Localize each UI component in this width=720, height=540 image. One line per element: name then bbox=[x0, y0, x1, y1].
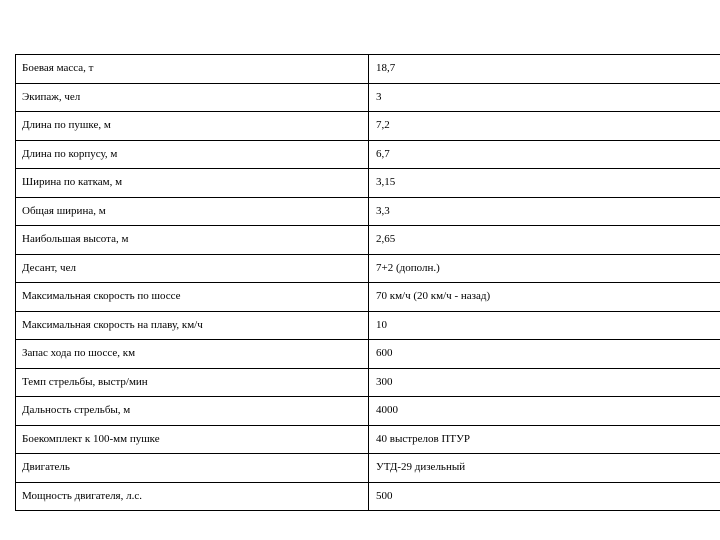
table-row bbox=[16, 368, 720, 397]
parameter-cell: Общая ширина, м bbox=[16, 197, 369, 226]
parameter-cell: Длина по корпусу, м bbox=[16, 140, 369, 169]
value-cell: 3 bbox=[369, 83, 720, 112]
table-row bbox=[16, 140, 720, 169]
value-cell: 2,65 bbox=[369, 226, 720, 255]
table-row bbox=[16, 283, 720, 312]
table-row bbox=[16, 55, 720, 84]
table-row bbox=[16, 83, 720, 112]
parameter-cell: Мощность двигателя, л.с. bbox=[16, 482, 369, 511]
parameter-cell: Десант, чел bbox=[16, 254, 369, 283]
value-cell: 500 bbox=[369, 482, 720, 511]
value-cell: 10 bbox=[369, 311, 720, 340]
value-cell: 3,15 bbox=[369, 169, 720, 198]
value-cell: 600 bbox=[369, 340, 720, 369]
parameter-cell: Темп стрельбы, выстр/мин bbox=[16, 368, 369, 397]
value-cell: 300 bbox=[369, 368, 720, 397]
value-cell: 70 км/ч (20 км/ч - назад) bbox=[369, 283, 720, 312]
table-row bbox=[16, 340, 720, 369]
parameter-cell: Экипаж, чел bbox=[16, 83, 369, 112]
parameter-cell: Дальность стрельбы, м bbox=[16, 397, 369, 426]
parameter-cell: Двигатель bbox=[16, 454, 369, 483]
parameter-cell: Запас хода по шоссе, км bbox=[16, 340, 369, 369]
parameter-cell: Максимальная скорость по шоссе bbox=[16, 283, 369, 312]
value-cell: 7+2 (дополн.) bbox=[369, 254, 720, 283]
parameter-cell: Боекомплект к 100-мм пушке bbox=[16, 425, 369, 454]
value-cell: УТД-29 дизельный bbox=[369, 454, 720, 483]
parameter-cell: Наибольшая высота, м bbox=[16, 226, 369, 255]
table-row bbox=[16, 226, 720, 255]
table-row bbox=[16, 169, 720, 198]
table-row bbox=[16, 112, 720, 141]
table-row bbox=[16, 254, 720, 283]
table-row bbox=[16, 425, 720, 454]
specifications-table bbox=[15, 54, 720, 511]
value-cell: 18,7 bbox=[369, 55, 720, 84]
parameter-cell: Ширина по каткам, м bbox=[16, 169, 369, 198]
table-row bbox=[16, 454, 720, 483]
parameter-cell: Максимальная скорость на плаву, км/ч bbox=[16, 311, 369, 340]
parameter-cell: Длина по пушке, м bbox=[16, 112, 369, 141]
table-row bbox=[16, 197, 720, 226]
value-cell: 3,3 bbox=[369, 197, 720, 226]
table-row bbox=[16, 397, 720, 426]
specifications-table-body bbox=[16, 55, 720, 511]
parameter-cell: Боевая масса, т bbox=[16, 55, 369, 84]
value-cell: 7,2 bbox=[369, 112, 720, 141]
table-row bbox=[16, 311, 720, 340]
table-row bbox=[16, 482, 720, 511]
value-cell: 4000 bbox=[369, 397, 720, 426]
value-cell: 40 выстрелов ПТУР bbox=[369, 425, 720, 454]
value-cell: 6,7 bbox=[369, 140, 720, 169]
